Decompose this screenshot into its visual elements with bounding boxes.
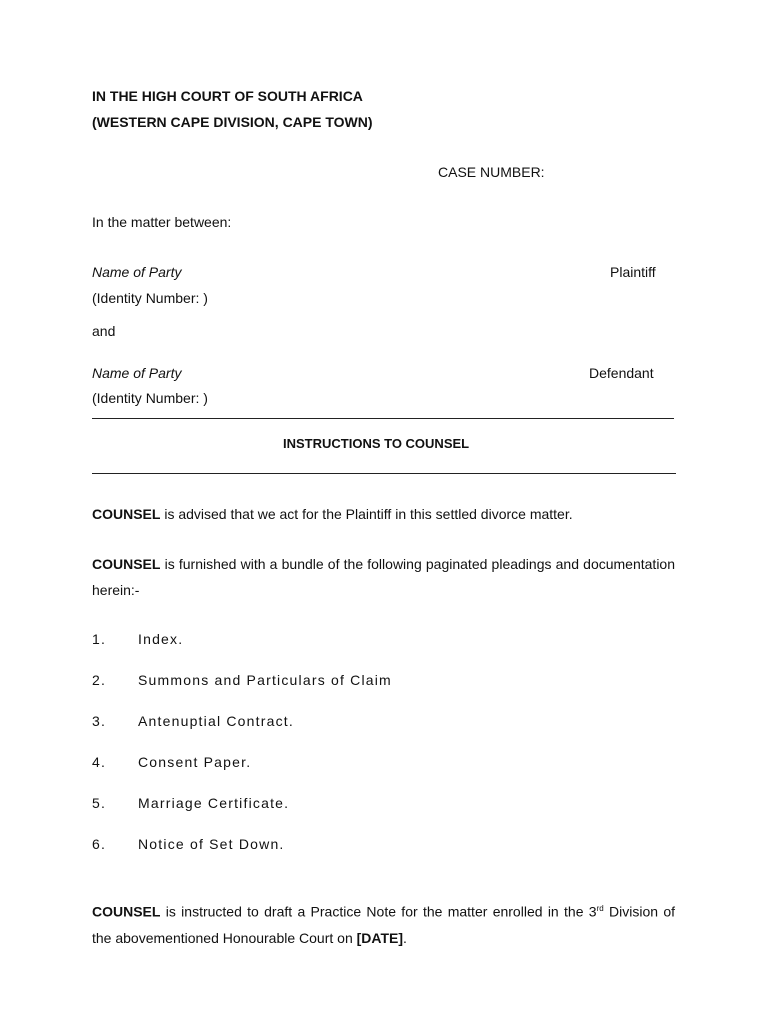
defendant-role: Defendant [589, 365, 654, 381]
paragraph-furnished [92, 551, 675, 603]
paragraph-end: . [403, 929, 407, 946]
list-item: Consent Paper. [138, 754, 252, 770]
list-item-number: 2. [92, 672, 107, 688]
date-placeholder: [DATE] [356, 929, 404, 946]
paragraph-advised [92, 501, 675, 527]
counsel-bold: COUNSEL [92, 506, 161, 522]
case-number-label: CASE NUMBER: [438, 164, 545, 180]
plaintiff-role: Plaintiff [610, 264, 656, 280]
list-item-number: 3. [92, 713, 107, 729]
list-item: Marriage Certificate. [138, 795, 290, 811]
list-item: Index. [138, 631, 184, 647]
list-item: Notice of Set Down. [138, 836, 285, 852]
list-item: Summons and Particulars of Claim [138, 672, 392, 688]
and-text: and [92, 323, 116, 339]
document-title: INSTRUCTIONS TO COUNSEL [283, 436, 470, 451]
list-item-number: 6. [92, 836, 107, 852]
divider-top [92, 418, 674, 419]
division-heading: (WESTERN CAPE DIVISION, CAPE TOWN) [92, 114, 373, 130]
court-heading: IN THE HIGH COURT OF SOUTH AFRICA [92, 88, 363, 104]
list-item-number: 1. [92, 631, 107, 647]
defendant-name: Name of Party [92, 365, 182, 381]
list-item-number: 4. [92, 754, 107, 770]
matter-between: In the matter between: [92, 214, 232, 230]
paragraph-text: is instructed to draft a Practice Note for the matter enrolled in the 3 [160, 903, 597, 920]
divider-bottom [92, 473, 676, 474]
list-item: Antenuptial Contract. [138, 713, 294, 729]
plaintiff-id: (Identity Number: ) [92, 290, 208, 306]
paragraph-text: is furnished with a bundle of the following paginated pleadings and documentation herein:- [92, 556, 675, 598]
paragraph-text: Division of the abovementioned Honourable Court on [92, 903, 675, 946]
paragraph-text: is advised that we act for the Plaintiff in this settled divorce matter. [160, 506, 573, 522]
counsel-bold: COUNSEL [92, 903, 161, 920]
ordinal-suffix: rd [596, 904, 604, 913]
plaintiff-name: Name of Party [92, 264, 182, 280]
list-item-number: 5. [92, 795, 107, 811]
paragraph-instructed [92, 896, 675, 951]
defendant-id: (Identity Number: ) [92, 390, 208, 406]
counsel-bold: COUNSEL [92, 556, 161, 572]
